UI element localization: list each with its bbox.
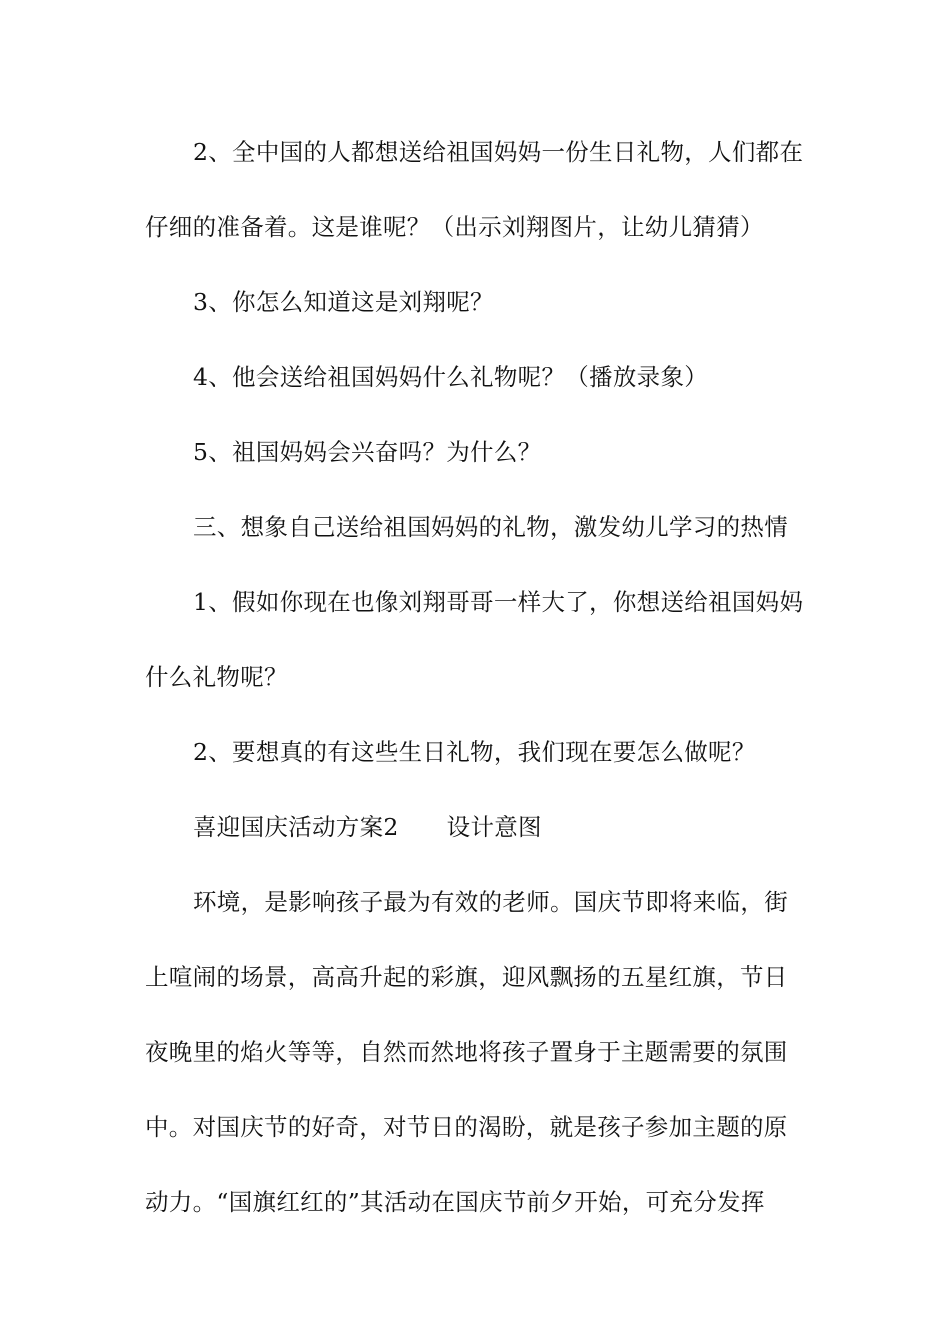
paragraph-line: 5、祖国妈妈会兴奋吗？为什么？ <box>193 438 542 466</box>
paragraph-line: 仔细的准备着。这是谁呢？（出示刘翔图片，让幼儿猜猜） <box>145 213 764 241</box>
plan-subtitle: 设计意图 <box>446 813 542 841</box>
paragraph-line: 1、假如你现在也像刘翔哥哥一样大了，你想送给祖国妈妈 <box>193 588 804 616</box>
paragraph-line: 动力。“国旗红红的”其活动在国庆节前夕开始，可充分发挥 <box>145 1188 765 1216</box>
section-heading: 三、想象自己送给祖国妈妈的礼物，激发幼儿学习的热情 <box>193 513 788 541</box>
plan-heading <box>193 812 863 842</box>
paragraph-line: 2、要想真的有这些生日礼物，我们现在要怎么做呢？ <box>193 738 756 766</box>
paragraph-line: 4、他会送给祖国妈妈什么礼物呢？（播放录象） <box>193 363 709 391</box>
paragraph-line: 上喧闹的场景，高高升起的彩旗，迎风飘扬的五星红旗，节日 <box>145 963 788 991</box>
paragraph-line: 夜晚里的焰火等等，自然而然地将孩子置身于主题需要的氛围 <box>145 1038 788 1066</box>
paragraph-line: 什么礼物呢？ <box>145 663 288 691</box>
paragraph-line: 中。对国庆节的好奇，对节日的渴盼，就是孩子参加主题的原 <box>145 1113 788 1141</box>
paragraph-line: 3、你怎么知道这是刘翔呢？ <box>193 288 494 316</box>
paragraph-line: 环境，是影响孩子最为有效的老师。国庆节即将来临，街 <box>193 888 788 916</box>
plan-title: 喜迎国庆活动方案2 <box>193 813 399 841</box>
paragraph-line: 2、全中国的人都想送给祖国妈妈一份生日礼物，人们都在 <box>193 138 804 166</box>
